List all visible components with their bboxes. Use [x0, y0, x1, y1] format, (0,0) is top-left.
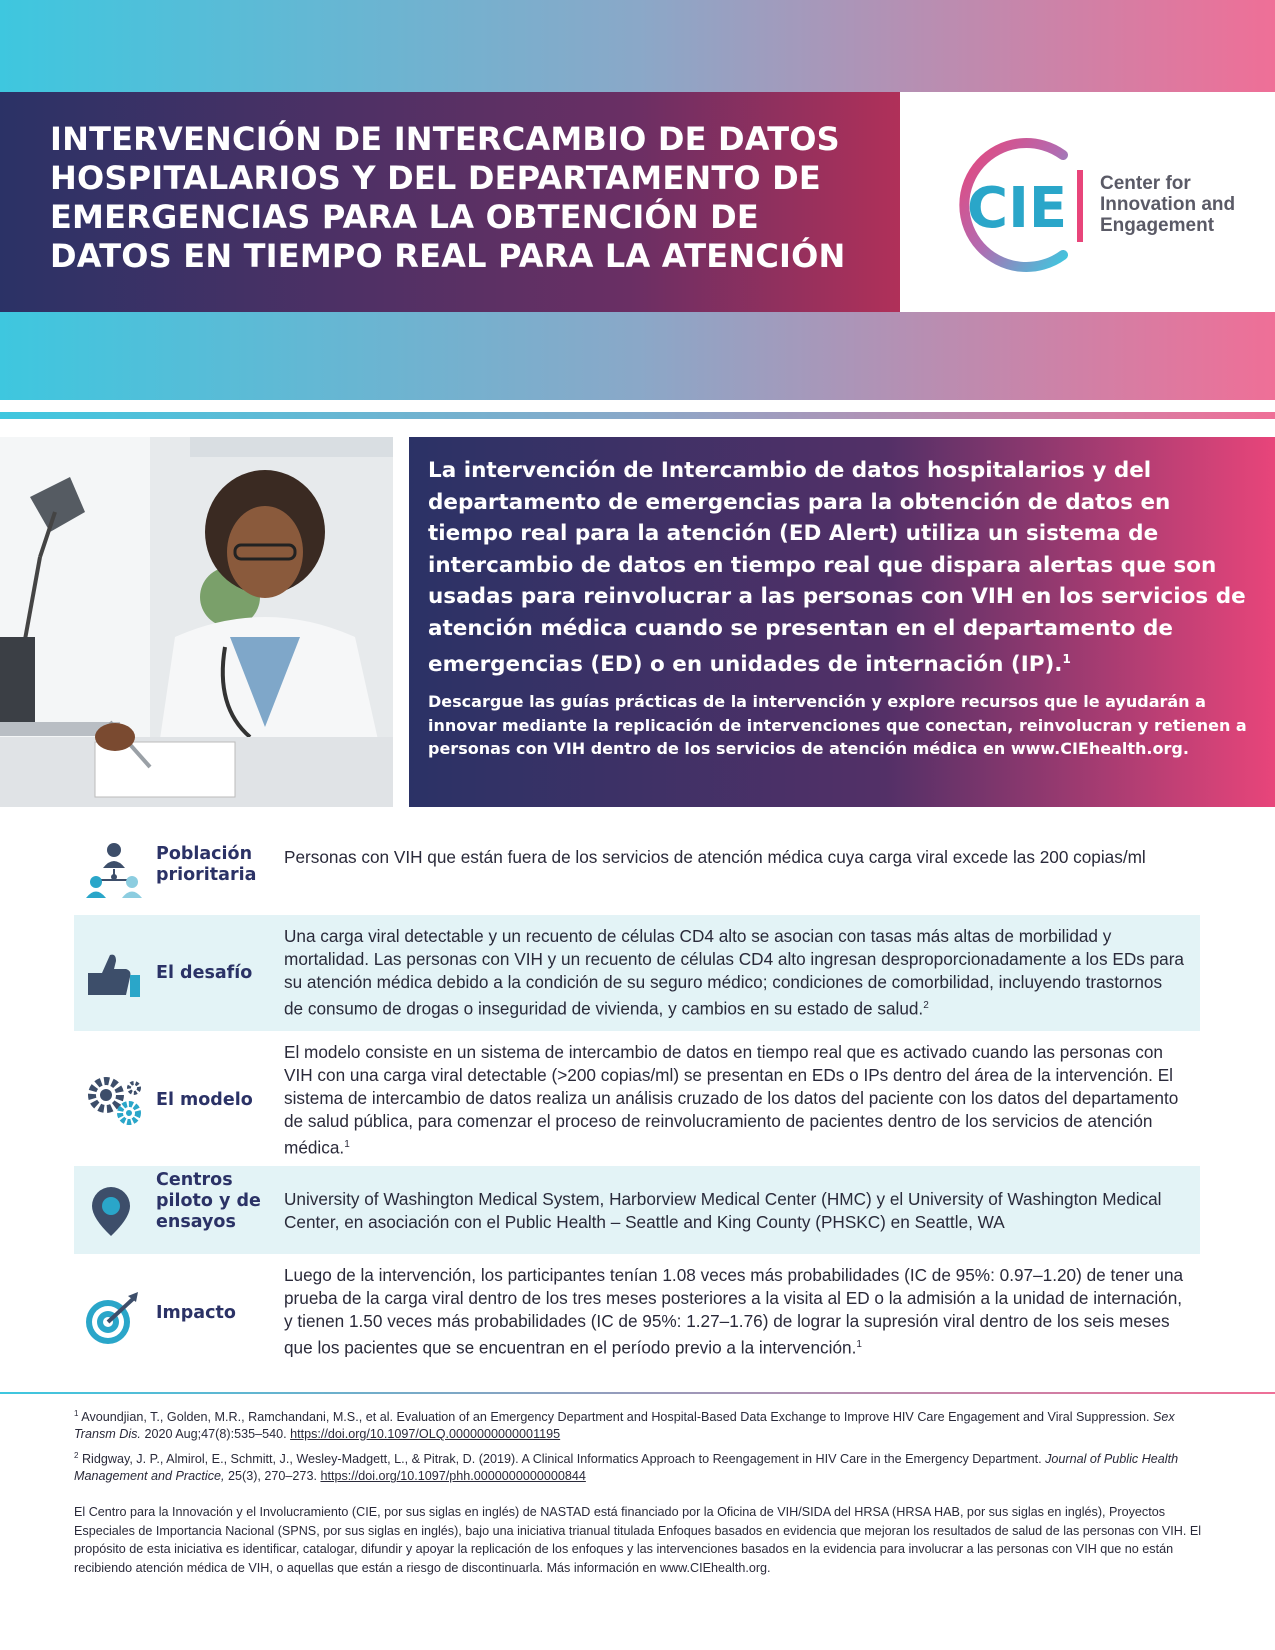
footer-rule: [0, 1392, 1275, 1394]
row-text-body: Personas con VIH que están fuera de los servicios de atención médica cuya carga viral excede las 200 copias/ml: [284, 847, 1146, 867]
cie-logo-icon: [945, 135, 1095, 275]
row-text-body: Luego de la intervención, los participantes tenían 1.08 veces más probabilidades (IC de 95%: 0.97–1.20) de tener una prueba de la carga viral dentro de los tres meses posteriores a la visita al ED o la admisión a la unidad de internación, y tienen 1.50 veces más probabilidades (IC de 95%: 1.27–1.76) de lograr la supresión viral dentro de los seis meses que los pacientes que se encuentran en el período previo a la intervención.: [284, 1265, 1184, 1358]
row-label: Centros piloto y de ensayos: [156, 1170, 261, 1232]
doctor-photo: [0, 437, 393, 807]
row-text-ref: 1: [344, 1139, 350, 1150]
logo-tagline: [1100, 173, 1270, 236]
intro-main-body: La intervención de Intercambio de datos hospitalarios y del departamento de emergencias para la obtención de datos en tiempo real para la atención (ED Alert) utiliza un sistema de intercambio de datos en tiempo real que dispara alertas que son usadas para reinvolucrar a las personas con VIH en los servicios de atención médica cuando se presentan en el departamento de emergencias (ED) o en unidades de internación (IP).: [428, 458, 1246, 678]
row-modelo: [74, 1035, 1200, 1163]
intro-main-ref: 1: [1062, 652, 1071, 666]
row-label: Impacto: [156, 1303, 236, 1323]
intro-download-text: Descargue las guías prácticas de la intervención y explore recursos que le ayudarán a innovar mediante la replicación de intervenciones que conectan, reinvolucran y retienen a personas con VIH dentro de los servicios de atención médica en www.CIEhealth.org.: [428, 692, 1247, 758]
people-network-icon: [84, 842, 144, 905]
target-icon: [84, 1290, 144, 1351]
reference-details: 2020 Aug;47(8):535–540.: [144, 1427, 287, 1442]
row-text: [284, 1041, 1184, 1160]
intro-main-text: [428, 455, 1258, 681]
map-pin-icon: [84, 1186, 138, 1245]
row-text: [284, 846, 1184, 869]
reference-number: 2: [74, 1451, 79, 1461]
divider-white-2: [0, 419, 1275, 437]
row-poblacion: [74, 832, 1200, 912]
row-text: [284, 925, 1184, 1021]
reference-link[interactable]: https://doi.org/10.1097/phh.0000000000000844: [320, 1469, 586, 1484]
reference-1: [74, 1405, 1204, 1443]
reference-2: [74, 1447, 1204, 1485]
gears-icon: [84, 1073, 144, 1134]
row-text: [284, 1188, 1184, 1234]
row-label: Población prioritaria: [156, 844, 257, 885]
logo-initials: CIE: [967, 176, 1068, 241]
row-label: El desafío: [156, 963, 253, 983]
reference-journal: Sex Transm Dis.: [74, 1410, 1175, 1442]
row-text-ref: 1: [856, 1339, 862, 1350]
row-text-body: University of Washington Medical System, Harborview Medical Center (HMC) y el University of Washington Medical Center, en asociación con el Public Health – Seattle and King County (PHSKC) en Seattle, WA: [284, 1189, 1162, 1232]
logo-tagline-line3: Engagement: [1100, 215, 1215, 236]
row-desafio: [74, 915, 1200, 1031]
cie-logo: [945, 135, 1095, 280]
page-title: INTERVENCIÓN DE INTERCAMBIO DE DATOS HOSPITALARIOS Y DEL DEPARTAMENTO DE EMERGENCIAS PARA LA OBTENCIÓN DE DATOS EN TIEMPO REAL PARA LA ATENCIÓN: [50, 120, 846, 275]
row-text-body: El modelo consiste en un sistema de intercambio de datos en tiempo real que es activado cuando las personas con VIH con una carga viral detectable (>200 copias/ml) se presentan en EDs o IPs dentro del área de la intervención. El sistema de intercambio de datos realiza un análisis cruzado de los datos del paciente con los datos del departamento de salud pública, para comenzar el proceso de reinvolucramiento de pacientes dentro de los servicios de atención médica.: [284, 1042, 1179, 1158]
logo-tagline-line2: Innovation and: [1100, 194, 1236, 215]
row-centros: [74, 1166, 1200, 1254]
row-impacto: [74, 1258, 1200, 1378]
row-text-body: Una carga viral detectable y un recuento de células CD4 alto se asocian con tasas más altas de morbilidad y mortalidad. Las personas con VIH y un recuento de células CD4 alto ingresan desproporcionadamente a los EDs para su atención médica debido a la condición de su seguro médico; condiciones de comorbilidad, incluyendo trastornos de consumo de drogas o inseguridad de vivienda, y cambios en su estado de salud.: [284, 926, 1184, 1019]
row-text-ref: 2: [923, 1000, 929, 1011]
funding-statement: El Centro para la Innovación y el Involucramiento (CIE, por sus siglas en inglés) de NASTAD está financiado por la Oficina de VIH/SIDA del HRSA (HRSA HAB, por sus siglas en inglés), Proyectos Especiales de Importancia Nacional (SPNS, por sus siglas en inglés), bajo una iniciativa trianual titulada Enfoques basados en evidencia que mejoran los resultados de salud de las personas con VIH. El propósito de esta iniciativa es identificar, catalogar, difundir y apoyar la replicación de los enfoques y las intervenciones basados en la evidencia para involucrar a las personas con VIH que no están recibiendo atención médica de VIH, o aquellas que están a riesgo de discontinuarla. Más información en www.CIEhealth.org.: [74, 1505, 1202, 1575]
doctor-illustration: [0, 437, 393, 807]
reference-number: 1: [74, 1409, 79, 1418]
reference-journal: Journal of Public Health Management and Practice,: [74, 1452, 1179, 1484]
references: [74, 1405, 1204, 1489]
row-label: El modelo: [156, 1090, 253, 1110]
divider-gradient: [0, 412, 1275, 419]
reference-text: Avoundjian, T., Golden, M.R., Ramchandani, M.S., et al. Evaluation of an Emergency Department and Hospital-Based Data Exchange to Improve HIV Care Engagement and Viral Suppression.: [81, 1410, 1150, 1425]
reference-details: 25(3), 270–273.: [228, 1469, 317, 1484]
logo-tagline-line1: Center for: [1100, 173, 1191, 194]
reference-text: Ridgway, J. P., Almirol, E., Schmitt, J., Wesley-Madgett, L., & Pitrak, D. (2019). A Clinical Informatics Approach to Reengagement in HIV Care in the Emergency Department.: [81, 1452, 1042, 1467]
thumbs-up-icon: [84, 951, 140, 1004]
row-text: [284, 1264, 1184, 1360]
divider-white: [0, 400, 1275, 412]
reference-link[interactable]: https://doi.org/10.1097/OLQ.0000000000001195: [290, 1427, 561, 1442]
